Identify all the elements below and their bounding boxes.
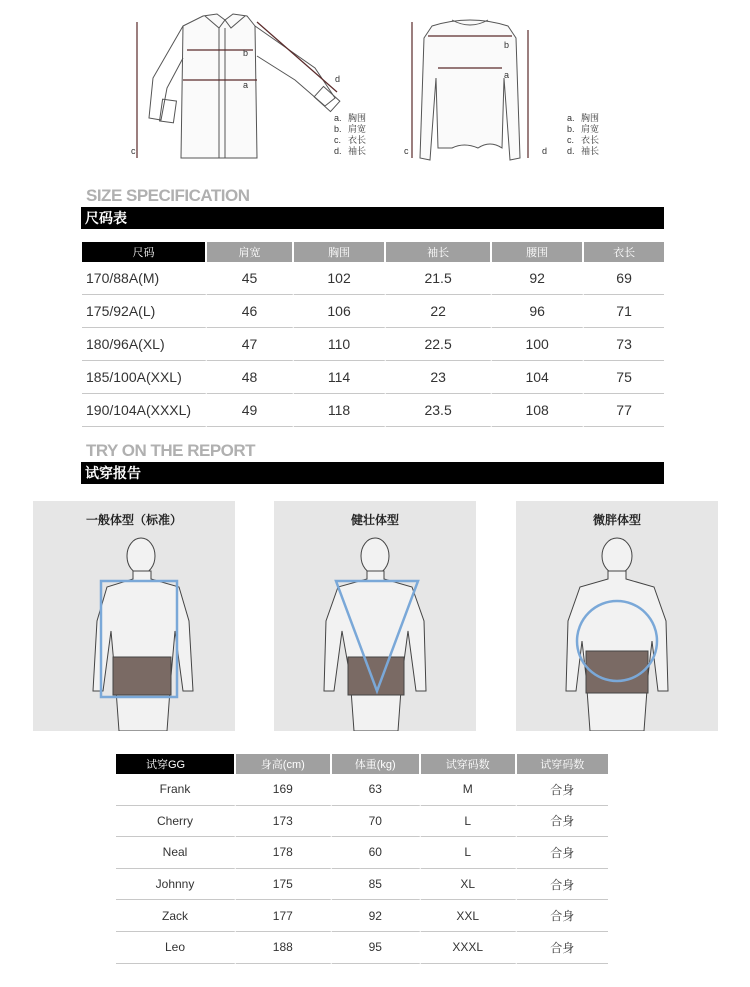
try-table-header [116,754,608,774]
size-section-title-en: SIZE SPECIFICATION [86,186,250,205]
shirt-diagram [125,8,425,168]
try-header-cell: 试穿码数 [517,754,609,774]
try-cell: Leo [116,932,236,964]
size-cell: 175/92A(L) [82,295,207,328]
try-table-row [116,837,608,869]
body-type-label: 健壮体型 [350,513,399,527]
size-table-header [82,242,664,262]
try-cell: 合身 [517,837,609,869]
body-type-athletic-panel [274,501,476,731]
size-cell: 23.5 [386,394,492,427]
size-cell: 75 [584,361,664,394]
shirt-label-b: b [243,48,249,58]
sweater-label-d: d [542,146,548,156]
try-cell: Cherry [116,806,236,838]
sweater-legend-item: c. 衣长 [567,135,600,145]
try-header-cell: 试穿GG [116,754,236,774]
try-cell: 合身 [517,806,609,838]
sweater-legend-item: b. 肩宽 [567,124,600,134]
sweater-legend-item: d. 袖长 [567,146,600,156]
try-section-title-en: TRY ON THE REPORT [86,441,256,460]
sweater-label-c: c [404,146,409,156]
shirt-label-a: a [243,80,249,90]
size-cell: 22.5 [386,328,492,361]
size-cell: 118 [294,394,386,427]
try-cell: 169 [236,774,332,806]
size-cell: 47 [207,328,294,361]
try-cell: 合身 [517,774,609,806]
size-cell: 108 [492,394,584,427]
body-type-standard-panel [33,501,235,731]
size-cell: 180/96A(XL) [82,328,207,361]
try-cell: 173 [236,806,332,838]
try-cell: Zack [116,900,236,932]
try-table-row [116,932,608,964]
size-cell: 114 [294,361,386,394]
size-header-cell: 衣长 [584,242,664,262]
athletic-figure-illustration [274,501,476,731]
size-cell: 69 [584,262,664,295]
size-cell: 73 [584,328,664,361]
size-cell: 49 [207,394,294,427]
try-cell: L [421,806,517,838]
size-table-row [82,394,664,427]
size-header-cell: 肩宽 [207,242,294,262]
body-type-label: 一般体型（标准） [85,513,182,527]
shirt-legend [334,113,366,157]
size-cell: 102 [294,262,386,295]
try-cell: XL [421,869,517,901]
size-table-row [82,328,664,361]
standard-figure-illustration [33,501,235,731]
try-cell: 178 [236,837,332,869]
try-header-cell: 试穿码数 [421,754,517,774]
shirt-legend-item: b. 肩宽 [334,124,367,134]
try-on-table [116,754,608,964]
size-header-cell: 腰围 [492,242,584,262]
size-cell: 170/88A(M) [82,262,207,295]
sweater-label-b: b [504,40,510,50]
try-cell: Frank [116,774,236,806]
size-table-row [82,295,664,328]
size-cell: 100 [492,328,584,361]
size-table-row [82,262,664,295]
size-cell: 104 [492,361,584,394]
body-type-chubby-panel [516,501,718,731]
try-cell: 175 [236,869,332,901]
try-cell: XXXL [421,932,517,964]
size-cell: 45 [207,262,294,295]
try-cell: Neal [116,837,236,869]
shirt-legend-item: a. 胸围 [334,113,367,123]
shirt-legend-item: d. 袖长 [334,146,367,156]
try-cell: 60 [332,837,421,869]
try-cell: L [421,837,517,869]
sweater-label-a: a [504,70,510,80]
size-cell: 96 [492,295,584,328]
try-table-row [116,774,608,806]
shirt-legend-item: c. 衣长 [334,135,367,145]
body-type-label: 微胖体型 [592,513,641,527]
try-cell: 95 [332,932,421,964]
try-cell: 188 [236,932,332,964]
try-header-cell: 体重(kg) [332,754,421,774]
size-table [82,242,664,427]
try-cell: M [421,774,517,806]
try-cell: 177 [236,900,332,932]
shirt-label-c: c [131,146,136,156]
try-table-row [116,806,608,838]
size-cell: 21.5 [386,262,492,295]
size-cell: 92 [492,262,584,295]
size-header-cell: 尺码 [82,242,207,262]
try-cell: Johnny [116,869,236,901]
size-cell: 185/100A(XXL) [82,361,207,394]
shirt-label-d: d [335,74,341,84]
size-cell: 48 [207,361,294,394]
try-cell: 63 [332,774,421,806]
size-cell: 110 [294,328,386,361]
size-cell: 190/104A(XXXL) [82,394,207,427]
sweater-legend-item: a. 胸围 [567,113,600,123]
chubby-figure-illustration [516,501,718,731]
size-cell: 71 [584,295,664,328]
size-cell: 22 [386,295,492,328]
sweater-legend [567,113,599,157]
size-header-cell: 袖长 [386,242,492,262]
size-table-row [82,361,664,394]
try-cell: 70 [332,806,421,838]
size-cell: 23 [386,361,492,394]
try-cell: 合身 [517,869,609,901]
try-section-title-cn: 试穿报告 [81,462,664,484]
try-cell: XXL [421,900,517,932]
try-cell: 92 [332,900,421,932]
try-cell: 85 [332,869,421,901]
size-section-title-cn: 尺码表 [81,207,664,229]
try-cell: 合身 [517,900,609,932]
try-table-row [116,900,608,932]
size-header-cell: 胸围 [294,242,386,262]
try-table-row [116,869,608,901]
size-cell: 106 [294,295,386,328]
try-cell: 合身 [517,932,609,964]
size-cell: 46 [207,295,294,328]
sweater-diagram [398,8,568,168]
try-header-cell: 身高(cm) [236,754,332,774]
size-cell: 77 [584,394,664,427]
